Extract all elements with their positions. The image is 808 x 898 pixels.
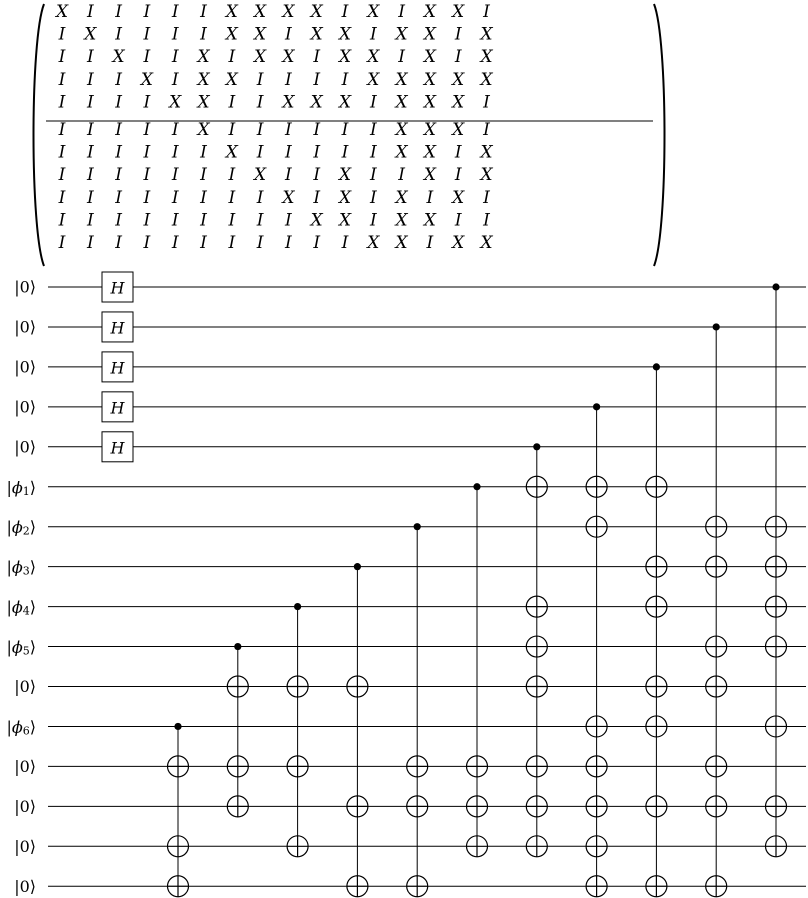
cnot-gate — [287, 603, 308, 857]
matrix-cell: I — [171, 165, 179, 186]
matrix-cell: X — [282, 187, 295, 208]
matrix-cell: I — [115, 24, 122, 45]
wire-label: |0⟩ — [14, 317, 36, 337]
matrix-cell: I — [313, 233, 321, 253]
matrix-cell: I — [143, 92, 151, 113]
matrix-cell: X — [254, 24, 267, 45]
matrix-cell: X — [395, 233, 408, 253]
matrix-cell: I — [454, 47, 462, 68]
matrix-cell: X — [338, 47, 352, 68]
matrix-cell: X — [282, 2, 295, 22]
matrix-cell: I — [171, 2, 179, 22]
target-oplus — [766, 596, 787, 617]
cnot-gate — [526, 443, 547, 857]
wire-label: $|\phi_2⟩$ — [6, 517, 36, 538]
matrix-cell: X — [225, 2, 238, 22]
control-dot — [713, 323, 720, 330]
matrix-cell: I — [454, 165, 462, 186]
matrix-cell: X — [480, 69, 493, 90]
matrix-cell: I — [115, 142, 122, 163]
cnot-gate — [168, 723, 189, 897]
target-oplus — [227, 796, 248, 817]
matrix-cell: I — [341, 233, 349, 253]
target-oplus — [287, 836, 308, 857]
matrix-cell: I — [256, 120, 264, 140]
matrix-cell: X — [197, 92, 210, 113]
hadamard-gate — [102, 392, 133, 422]
wire-label: |0⟩ — [14, 677, 36, 696]
matrix-cell: I — [143, 187, 151, 208]
matrix-cell: I — [200, 142, 207, 163]
matrix-cell: I — [115, 210, 122, 231]
target-oplus — [586, 796, 607, 817]
quantum-circuit — [6, 272, 806, 897]
matrix-cell: X — [225, 69, 238, 90]
matrix-cell: I — [200, 233, 207, 253]
target-oplus — [526, 596, 547, 617]
matrix-cell: X — [338, 187, 352, 208]
target-oplus — [526, 756, 547, 777]
target-oplus — [586, 756, 607, 777]
matrix-cell: I — [483, 2, 490, 22]
wire-label: |0⟩ — [14, 437, 36, 457]
matrix-cell: X — [197, 120, 210, 140]
matrix-cell: I — [483, 120, 490, 140]
matrix-cell: I — [341, 120, 349, 140]
matrix-cell: I — [483, 92, 490, 113]
matrix-cell: X — [452, 69, 465, 90]
matrix-cell: X — [310, 24, 323, 45]
matrix-cell: X — [423, 165, 436, 186]
target-oplus — [646, 876, 667, 897]
cnot-gate — [646, 363, 667, 896]
matrix-cell: I — [369, 187, 377, 208]
matrix-cell: I — [171, 69, 179, 90]
matrix-cell: I — [341, 2, 349, 22]
control-dot — [294, 603, 301, 610]
matrix-cell: I — [86, 47, 94, 68]
target-oplus — [168, 756, 189, 777]
matrix-cell: X — [423, 92, 436, 113]
matrix-cell: X — [395, 142, 408, 163]
matrix-cell: I — [285, 210, 292, 231]
target-oplus — [347, 676, 368, 697]
matrix-right-paren — [654, 4, 665, 266]
matrix-cell: I — [256, 92, 264, 113]
control-dot — [653, 363, 660, 370]
matrix-cell: I — [58, 92, 66, 113]
matrix-cell: I — [256, 233, 264, 253]
matrix-cell: X — [367, 233, 380, 253]
matrix-cell: X — [197, 69, 210, 90]
matrix-cell: I — [58, 187, 66, 208]
matrix-cell: I — [454, 24, 462, 45]
cnot-gate — [766, 283, 787, 856]
target-oplus — [706, 556, 727, 577]
matrix-cell: X — [197, 47, 210, 68]
matrix-cell: I — [86, 120, 94, 140]
control-dot — [354, 563, 361, 570]
matrix-cells — [54, 2, 494, 253]
matrix-cell: I — [454, 142, 462, 163]
matrix-cell: I — [86, 165, 94, 186]
hadamard-label: H — [110, 278, 125, 298]
target-oplus — [586, 836, 607, 857]
matrix-cell: X — [395, 120, 408, 140]
target-oplus — [407, 796, 428, 817]
matrix-cell: I — [369, 142, 377, 163]
matrix-cell: I — [256, 187, 264, 208]
target-oplus — [168, 876, 189, 897]
target-oplus — [586, 716, 607, 737]
matrix-cell: I — [58, 47, 66, 68]
matrix-cell: X — [452, 187, 465, 208]
wire-label: |0⟩ — [14, 756, 36, 776]
wire-label: |0⟩ — [14, 796, 36, 816]
matrix-cell: I — [200, 2, 207, 22]
matrix-cell: I — [285, 120, 292, 140]
target-oplus — [586, 516, 607, 537]
matrix-cell: I — [341, 142, 349, 163]
target-oplus — [407, 756, 428, 777]
matrix-cell: I — [58, 24, 66, 45]
matrix-cell: I — [256, 210, 264, 231]
matrix-cell: I — [58, 210, 66, 231]
circuit-wires — [48, 287, 806, 886]
matrix-cell: X — [395, 92, 408, 113]
cnot-gate — [586, 403, 607, 897]
matrix-cell: I — [143, 142, 151, 163]
control-dot — [473, 483, 480, 490]
matrix-cell: I — [228, 210, 236, 231]
matrix-cell: I — [115, 165, 122, 186]
matrix-cell: I — [369, 24, 377, 45]
matrix-cell: X — [367, 47, 380, 68]
matrix-cell: X — [395, 187, 408, 208]
matrix-cell: I — [171, 120, 179, 140]
matrix-cell: X — [423, 142, 436, 163]
matrix-cell: X — [84, 24, 97, 45]
hadamard-label: H — [110, 398, 125, 418]
matrix-cell: I — [256, 142, 264, 163]
matrix-cell: I — [398, 2, 405, 22]
matrix-cell: X — [423, 69, 436, 90]
hadamard-label: H — [110, 358, 125, 378]
wire-label: $|\phi_4⟩$ — [6, 597, 36, 618]
cnot-gate — [407, 523, 428, 897]
matrix-cell: X — [395, 24, 408, 45]
control-dot — [533, 443, 540, 450]
matrix-cell: X — [254, 47, 267, 68]
hadamard-gates — [102, 272, 133, 462]
target-oplus — [706, 676, 727, 697]
control-dot — [593, 403, 600, 410]
matrix-left-paren — [34, 4, 45, 266]
matrix-cell: I — [483, 210, 490, 231]
matrix-cell: I — [426, 233, 434, 253]
target-oplus — [526, 636, 547, 657]
matrix-cell: I — [58, 233, 66, 253]
matrix-cell: I — [285, 142, 292, 163]
matrix-cell: I — [228, 165, 236, 186]
control-dot — [414, 523, 421, 530]
target-oplus — [646, 716, 667, 737]
hadamard-gate — [102, 432, 133, 462]
target-oplus — [347, 876, 368, 897]
matrix-cell: I — [285, 165, 292, 186]
target-oplus — [706, 636, 727, 657]
matrix-cell: I — [341, 69, 349, 90]
matrix-cell: X — [338, 92, 352, 113]
wire-label: |0⟩ — [14, 397, 36, 417]
matrix-cell: X — [395, 69, 408, 90]
target-oplus — [766, 716, 787, 737]
control-dot — [234, 643, 241, 650]
hadamard-gate — [102, 272, 133, 302]
target-oplus — [526, 676, 547, 697]
cnot-gate — [227, 643, 248, 817]
target-oplus — [526, 476, 547, 497]
matrix-cell: X — [367, 2, 380, 22]
matrix-cell: I — [398, 165, 405, 186]
matrix-cell: I — [143, 165, 151, 186]
check-matrix — [34, 2, 665, 266]
target-oplus — [646, 476, 667, 497]
control-dot — [174, 723, 181, 730]
matrix-cell: X — [423, 210, 436, 231]
wire-label: $|\phi_1⟩$ — [6, 477, 36, 498]
matrix-cell: X — [310, 210, 323, 231]
matrix-cell: I — [115, 92, 122, 113]
matrix-cell: I — [285, 24, 292, 45]
matrix-cell: I — [313, 120, 321, 140]
matrix-cell: I — [115, 187, 122, 208]
matrix-cell: I — [115, 120, 122, 140]
matrix-cell: I — [369, 120, 377, 140]
matrix-cell: X — [395, 210, 408, 231]
hadamard-label: H — [110, 318, 125, 338]
target-oplus — [646, 676, 667, 697]
target-oplus — [706, 796, 727, 817]
matrix-cell: X — [367, 69, 380, 90]
matrix-cell: I — [200, 210, 207, 231]
matrix-cell: I — [285, 233, 292, 253]
matrix-cell: I — [313, 142, 321, 163]
matrix-cell: I — [171, 47, 179, 68]
target-oplus — [766, 516, 787, 537]
matrix-cell: I — [285, 69, 292, 90]
target-oplus — [646, 556, 667, 577]
matrix-cell: I — [369, 165, 377, 186]
matrix-cell: X — [452, 233, 465, 253]
matrix-cell: I — [228, 47, 236, 68]
matrix-cell: I — [86, 69, 94, 90]
matrix-cell: I — [256, 69, 264, 90]
matrix-cell: I — [454, 210, 462, 231]
target-oplus — [227, 676, 248, 697]
target-oplus — [347, 796, 368, 817]
matrix-cell: I — [58, 142, 66, 163]
target-oplus — [706, 756, 727, 777]
matrix-cell: X — [452, 120, 465, 140]
matrix-cell: X — [452, 2, 465, 22]
matrix-cell: X — [310, 92, 323, 113]
matrix-cell: I — [369, 92, 377, 113]
matrix-cell: X — [310, 2, 323, 22]
matrix-cell: I — [228, 92, 236, 113]
matrix-cell: I — [171, 210, 179, 231]
matrix-cell: I — [86, 2, 94, 22]
cnot-gate — [467, 483, 488, 857]
target-oplus — [766, 836, 787, 857]
matrix-cell: X — [480, 24, 493, 45]
target-oplus — [287, 756, 308, 777]
matrix-cell: X — [254, 2, 267, 22]
wire-label: $|\phi_3⟩$ — [6, 557, 36, 578]
hadamard-label: H — [110, 438, 125, 458]
matrix-cell: I — [143, 210, 151, 231]
matrix-cell: X — [423, 24, 436, 45]
matrix-cell: I — [200, 187, 207, 208]
matrix-cell: X — [112, 47, 125, 68]
target-oplus — [646, 596, 667, 617]
target-oplus — [467, 796, 488, 817]
matrix-cell: I — [58, 120, 66, 140]
matrix-cell: I — [200, 24, 207, 45]
matrix-cell: X — [423, 120, 436, 140]
matrix-cell: I — [426, 187, 434, 208]
matrix-cell: I — [143, 120, 151, 140]
matrix-cell: I — [398, 47, 405, 68]
wire-label: $|\phi_6⟩$ — [6, 716, 36, 737]
matrix-cell: X — [282, 47, 295, 68]
matrix-cell: X — [55, 2, 69, 22]
matrix-cell: I — [143, 233, 151, 253]
matrix-cell: X — [480, 233, 493, 253]
target-oplus — [526, 836, 547, 857]
target-oplus — [766, 556, 787, 577]
matrix-cell: X — [423, 47, 436, 68]
matrix-cell: X — [338, 210, 352, 231]
target-oplus — [586, 876, 607, 897]
matrix-cell: I — [483, 187, 490, 208]
matrix-cell: I — [86, 187, 94, 208]
matrix-cell: I — [313, 69, 321, 90]
matrix-cell: X — [225, 24, 238, 45]
matrix-cell: I — [313, 47, 321, 68]
wire-labels — [6, 278, 36, 896]
matrix-cell: I — [143, 24, 151, 45]
target-oplus — [706, 516, 727, 537]
matrix-cell: I — [58, 165, 66, 186]
matrix-cell: I — [369, 210, 377, 231]
matrix-cell: I — [86, 92, 94, 113]
wire-label: $|\phi_5⟩$ — [6, 637, 36, 658]
matrix-cell: I — [228, 120, 236, 140]
wire-label: |0⟩ — [14, 876, 36, 896]
wire-label: |0⟩ — [14, 277, 36, 297]
target-oplus — [227, 756, 248, 777]
matrix-cell: X — [338, 24, 352, 45]
target-oplus — [646, 796, 667, 817]
wire-label: |0⟩ — [14, 357, 36, 377]
cnot-gates — [168, 283, 787, 896]
target-oplus — [168, 836, 189, 857]
matrix-cell: X — [338, 165, 352, 186]
matrix-cell: X — [282, 92, 295, 113]
matrix-cell: I — [171, 187, 179, 208]
matrix-cell: I — [115, 2, 122, 22]
hadamard-gate — [102, 312, 133, 342]
matrix-cell: I — [171, 24, 179, 45]
matrix-cell: I — [143, 47, 151, 68]
target-oplus — [766, 636, 787, 657]
target-oplus — [586, 476, 607, 497]
matrix-cell: I — [171, 233, 179, 253]
target-oplus — [766, 796, 787, 817]
matrix-cell: X — [480, 142, 493, 163]
matrix-cell: X — [480, 47, 493, 68]
target-oplus — [467, 756, 488, 777]
matrix-cell: X — [140, 69, 153, 90]
matrix-cell: I — [86, 233, 94, 253]
matrix-cell: I — [171, 142, 179, 163]
matrix-cell: I — [313, 165, 321, 186]
target-oplus — [287, 676, 308, 697]
matrix-cell: I — [58, 69, 66, 90]
matrix-cell: I — [200, 165, 207, 186]
matrix-cell: X — [480, 165, 493, 186]
target-oplus — [526, 796, 547, 817]
matrix-cell: X — [254, 165, 267, 186]
matrix-cell: I — [228, 233, 236, 253]
matrix-cell: X — [423, 2, 436, 22]
matrix-cell: X — [169, 92, 182, 113]
cnot-gate — [706, 323, 727, 896]
matrix-cell: X — [452, 92, 465, 113]
matrix-cell: I — [313, 187, 321, 208]
target-oplus — [467, 836, 488, 857]
wire-label: |0⟩ — [14, 836, 36, 856]
matrix-cell: I — [86, 210, 94, 231]
control-dot — [772, 283, 779, 290]
matrix-cell: I — [115, 69, 122, 90]
hadamard-gate — [102, 352, 133, 382]
matrix-cell: I — [143, 2, 151, 22]
matrix-cell: I — [228, 187, 236, 208]
target-oplus — [706, 876, 727, 897]
target-oplus — [407, 876, 428, 897]
matrix-cell: X — [225, 142, 238, 163]
matrix-cell: I — [86, 142, 94, 163]
matrix-cell: I — [115, 233, 122, 253]
